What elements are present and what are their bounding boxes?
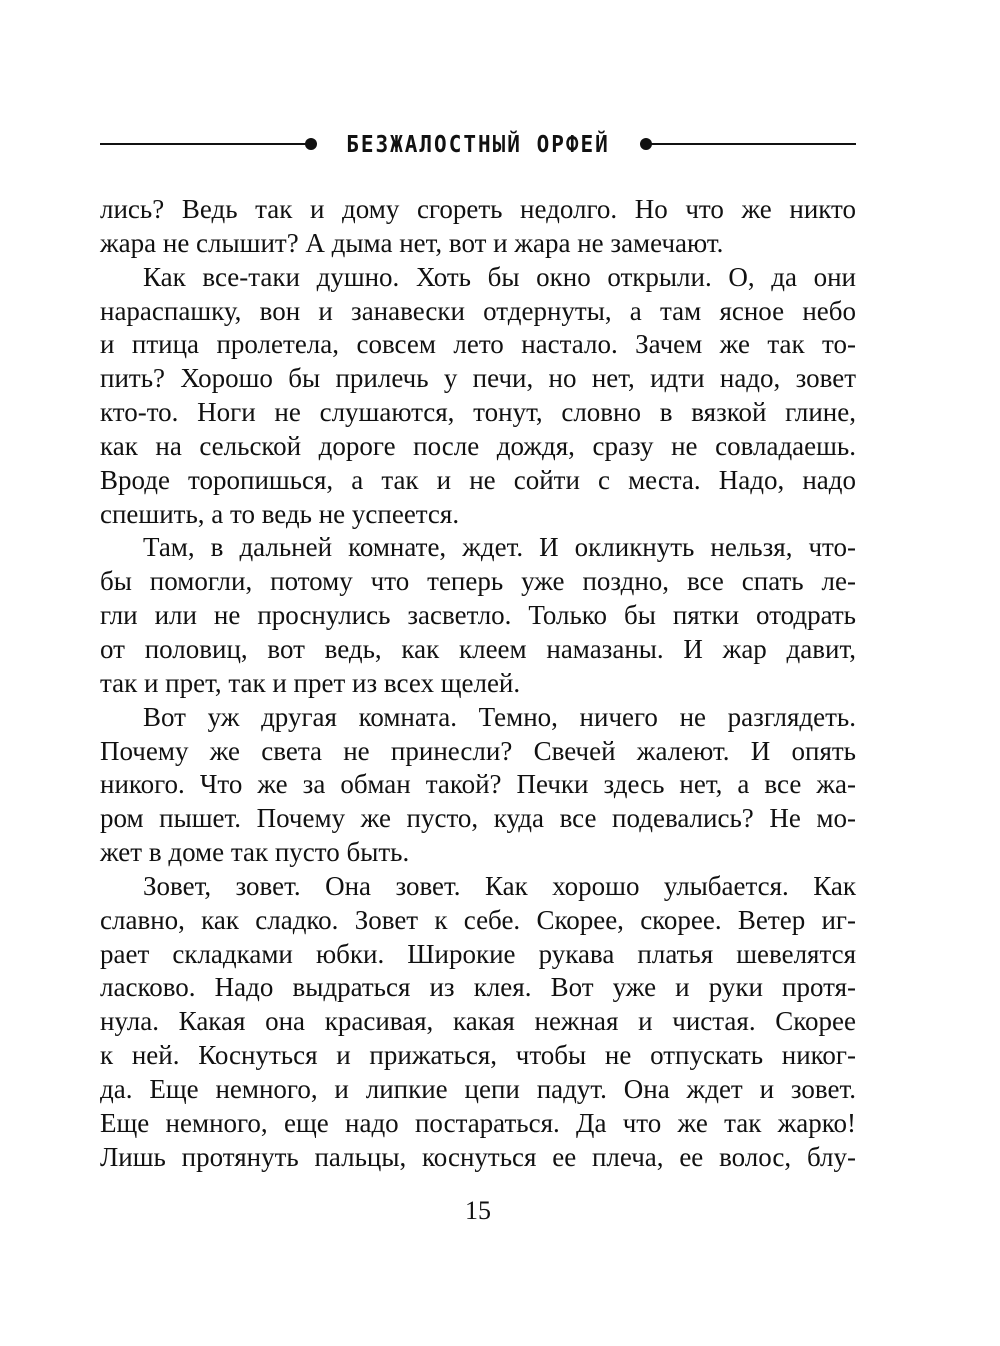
text-line: Почему же света не принесли? Свечей жалеют. И опять xyxy=(100,735,856,766)
text-line: Вот уж другая комната. Темно, ничего не разглядеть. xyxy=(143,701,856,732)
header-left-rule xyxy=(100,143,308,145)
text-line: Как все-таки душно. Хоть бы окно открыли. О, да они xyxy=(143,261,856,292)
text-line: спешить, а то ведь не успеется. xyxy=(100,498,460,529)
text-line: и птица пролетела, совсем лето настало. Зачем же так то- xyxy=(100,329,856,360)
header-left-dot-ornament xyxy=(305,138,317,150)
text-line: ром пышет. Почему же пусто, куда все подевались? Не мо- xyxy=(100,803,856,834)
text-line: Лишь протянуть пальцы, коснуться ее плеча, ее волос, блу- xyxy=(100,1141,856,1172)
text-line: да. Еще немного, и липкие цепи падут. Она ждет и зовет. xyxy=(100,1073,856,1104)
text-line: ласково. Надо выдраться из клея. Вот уже и руки протя- xyxy=(100,972,856,1003)
text-line: рает складками юбки. Широкие рукава платья шевелятся xyxy=(100,938,856,969)
body-text xyxy=(100,193,856,1174)
text-line: нула. Какая она красивая, какая нежная и чистая. Скорее xyxy=(100,1006,856,1037)
text-line: никого. Что же за обман такой? Печки здесь нет, а все жа- xyxy=(100,769,856,800)
text-line: к ней. Коснуться и прижаться, чтобы не отпускать никог- xyxy=(100,1040,856,1071)
text-line: жара не слышит? А дыма нет, вот и жара не замечают. xyxy=(100,227,724,258)
text-line: Зовет, зовет. Она зовет. Как хорошо улыбается. Как xyxy=(143,870,856,901)
text-line: славно, как сладко. Зовет к себе. Скорее, скорее. Ветер иг- xyxy=(100,904,856,935)
text-line: кто-то. Ноги не слушаются, тонут, словно в вязкой глине, xyxy=(100,397,856,428)
text-line: бы помогли, потому что теперь уже поздно, все спать ле- xyxy=(100,566,856,597)
text-line: лись? Ведь так и дому сгореть недолго. Но что же никто xyxy=(100,194,856,224)
text-line: так и прет, так и прет из всех щелей. xyxy=(100,667,521,698)
text-line: нараспашку, вон и занавески отдернуты, а там ясное небо xyxy=(100,295,856,326)
running-header xyxy=(100,126,856,162)
text-line: пить? Хорошо бы прилечь у печи, но нет, идти надо, зовет xyxy=(100,363,856,394)
text-line: жет в доме так пусто быть. xyxy=(100,837,410,868)
text-line: гли или не проснулись засветло. Только бы пятки отодрать xyxy=(100,600,856,631)
running-title: БЕЗЖАЛОСТНЫЙ ОРФЕЙ xyxy=(346,130,610,158)
text-line: как на сельской дороге после дождя, сразу не совладаешь. xyxy=(100,430,856,461)
text-line: Вроде торопишься, а так и не сойти с места. Надо, надо xyxy=(100,464,856,495)
text-line: Еще немного, еще надо постараться. Да что же так жарко! xyxy=(100,1107,856,1138)
text-line: от половиц, вот ведь, как клеем намазаны. И жар давит, xyxy=(100,633,856,664)
page-number: 15 xyxy=(465,1196,491,1225)
header-right-rule xyxy=(648,143,856,145)
text-line: Там, в дальней комнате, ждет. И окликнуть нельзя, что- xyxy=(143,532,856,563)
